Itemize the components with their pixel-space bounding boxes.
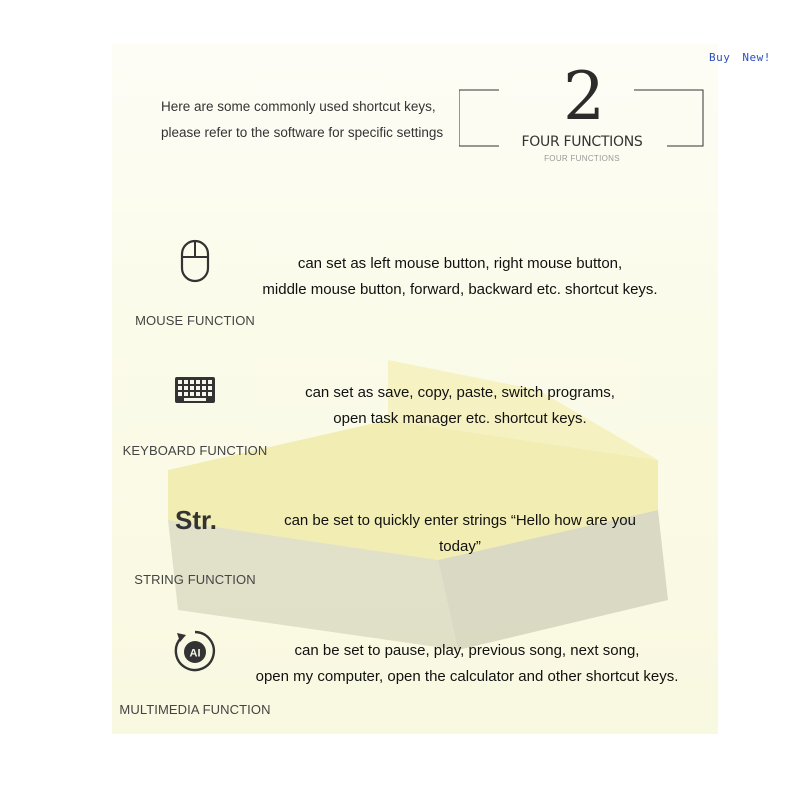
mouse-description xyxy=(240,251,680,303)
string-description xyxy=(240,508,680,560)
section-badge xyxy=(459,58,705,166)
badge-title: FOUR FUNCTIONS xyxy=(521,134,643,150)
intro-line-1: Here are some commonly used shortcut keys, xyxy=(161,99,436,114)
keyboard-desc-line-1: can set as save, copy, paste, switch programs, xyxy=(305,384,615,401)
mouse-desc-line-2: middle mouse button, forward, backward etc. shortcut keys. xyxy=(262,281,658,298)
multimedia-icon-text: AI xyxy=(189,647,201,660)
string-desc-line-2: today” xyxy=(439,538,481,555)
multimedia-desc-line-1: can be set to pause, play, previous song, next song, xyxy=(294,642,640,659)
multimedia-icon xyxy=(172,628,218,674)
multimedia-description xyxy=(230,638,704,690)
string-function-label: STRING FUNCTION xyxy=(134,572,256,587)
new-label[interactable]: New! xyxy=(742,51,771,64)
mouse-function-label: MOUSE FUNCTION xyxy=(135,313,255,328)
buy-label[interactable]: Buy xyxy=(709,51,731,64)
string-desc-line-1: can be set to quickly enter strings “Hello how are you xyxy=(284,512,636,529)
mouse-icon xyxy=(176,238,214,284)
keyboard-icon xyxy=(172,374,218,406)
intro-text xyxy=(161,94,481,146)
intro-line-2: please refer to the software for specific settings xyxy=(161,125,444,140)
keyboard-function-label: KEYBOARD FUNCTION xyxy=(122,443,268,458)
buy-new-link[interactable] xyxy=(709,51,783,64)
string-icon: Str. xyxy=(175,504,217,535)
keyboard-description xyxy=(240,380,680,432)
badge-number: 2 xyxy=(563,58,605,135)
keyboard-desc-line-2: open task manager etc. shortcut keys. xyxy=(333,410,587,427)
badge-subtitle: FOUR FUNCTIONS xyxy=(544,154,620,163)
multimedia-function-label: MULTIMEDIA FUNCTION xyxy=(119,702,271,717)
multimedia-desc-line-2: open my computer, open the calculator and other shortcut keys. xyxy=(255,668,679,685)
mouse-desc-line-1: can set as left mouse button, right mouse button, xyxy=(297,255,623,272)
